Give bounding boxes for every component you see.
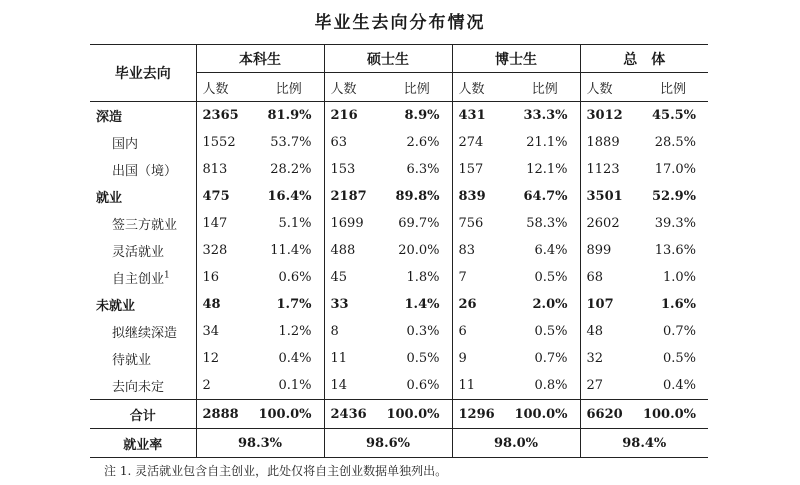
total-count-cell: 2888 <box>196 400 254 429</box>
ratio-cell: 11.4% <box>270 243 312 258</box>
ratio-cell: 8.9% <box>404 108 440 123</box>
count-cell: 1699 <box>324 210 382 237</box>
row-label-text: 未就业 <box>96 299 136 314</box>
total-ratio-cell: 100.0% <box>254 400 324 429</box>
ratio-cell: 69.7% <box>398 216 440 231</box>
ratio-cell: 0.5% <box>406 351 440 366</box>
table-row <box>90 102 708 130</box>
group-header-phd: 博士生 <box>452 45 580 73</box>
ratio-cell: 53.7% <box>270 135 312 150</box>
ratio-cell: 20.0% <box>398 243 440 258</box>
count-cell: 157 <box>452 156 510 183</box>
ratio-cell: 13.6% <box>654 243 696 258</box>
total-label: 合计 <box>90 400 196 429</box>
footnote: 注 1. 灵活就业包含自主创业，此处仅将自主创业数据单独列出。 <box>104 464 448 478</box>
total-count-cell: 2436 <box>324 400 382 429</box>
table-row <box>90 318 708 345</box>
row-label-header: 毕业去向 <box>90 45 196 102</box>
table-row <box>90 129 708 156</box>
graduate-destination-table <box>90 44 708 458</box>
count-cell: 14 <box>324 372 382 400</box>
ratio-cell: 1.4% <box>404 297 440 312</box>
count-cell: 2 <box>196 372 254 400</box>
table-row <box>90 345 708 372</box>
count-cell: 48 <box>196 291 254 318</box>
ratio-cell: 1.7% <box>276 297 312 312</box>
count-cell: 27 <box>580 372 638 400</box>
ratio-cell: 12.1% <box>526 162 568 177</box>
ratio-cell: 6.4% <box>534 243 568 258</box>
header-row-groups <box>90 45 708 73</box>
count-cell: 3012 <box>580 102 638 130</box>
row-label-text: 自主创业 <box>112 272 165 287</box>
ratio-cell: 1.8% <box>406 270 440 285</box>
ratio-cell: 0.5% <box>662 351 696 366</box>
group-header-master: 硕士生 <box>324 45 452 73</box>
total-count-cell: 6620 <box>580 400 638 429</box>
employment-rate-cell: 98.0% <box>452 429 580 458</box>
count-cell: 34 <box>196 318 254 345</box>
row-label <box>90 345 196 372</box>
row-label <box>90 264 196 291</box>
count-cell: 153 <box>324 156 382 183</box>
row-label-text: 签三方就业 <box>112 218 178 233</box>
count-cell: 147 <box>196 210 254 237</box>
row-label <box>90 210 196 237</box>
ratio-cell: 58.3% <box>526 216 568 231</box>
ratio-cell: 0.3% <box>406 324 440 339</box>
table-row <box>90 291 708 318</box>
group-header-overall: 总 体 <box>580 45 708 73</box>
table-row <box>90 183 708 210</box>
count-cell: 328 <box>196 237 254 264</box>
subheader-ratio: 比例 <box>638 73 708 102</box>
row-label-text: 拟继续深造 <box>112 326 178 341</box>
count-cell: 274 <box>452 129 510 156</box>
ratio-cell: 2.0% <box>532 297 568 312</box>
table-title: 毕业生去向分布情况 <box>314 13 486 33</box>
row-label <box>90 291 196 318</box>
count-cell: 12 <box>196 345 254 372</box>
ratio-cell: 0.8% <box>534 378 568 393</box>
ratio-cell: 1.6% <box>661 297 696 312</box>
employment-rate-cell: 98.4% <box>580 429 708 458</box>
count-cell: 2187 <box>324 183 382 210</box>
count-cell: 7 <box>452 264 510 291</box>
ratio-cell: 2.6% <box>406 135 440 150</box>
count-cell: 16 <box>196 264 254 291</box>
ratio-cell: 5.1% <box>278 216 312 231</box>
row-label-text: 就业 <box>96 191 123 206</box>
ratio-cell: 21.1% <box>526 135 568 150</box>
row-label-text: 灵活就业 <box>112 245 165 260</box>
count-cell: 63 <box>324 129 382 156</box>
count-cell: 11 <box>324 345 382 372</box>
count-cell: 488 <box>324 237 382 264</box>
count-cell: 107 <box>580 291 638 318</box>
subheader-ratio: 比例 <box>510 73 580 102</box>
table-row <box>90 210 708 237</box>
count-cell: 1889 <box>580 129 638 156</box>
ratio-cell: 1.2% <box>278 324 312 339</box>
count-cell: 899 <box>580 237 638 264</box>
employment-rate-cell: 98.6% <box>324 429 452 458</box>
count-cell: 813 <box>196 156 254 183</box>
count-cell: 216 <box>324 102 382 130</box>
row-label <box>90 372 196 400</box>
row-label <box>90 129 196 156</box>
ratio-cell: 28.2% <box>270 162 312 177</box>
subheader-count: 人数 <box>452 73 510 102</box>
employment-rate-cell: 98.3% <box>196 429 324 458</box>
table-row <box>90 156 708 183</box>
count-cell: 6 <box>452 318 510 345</box>
ratio-cell: 39.3% <box>654 216 696 231</box>
total-ratio-cell: 100.0% <box>638 400 708 429</box>
count-cell: 839 <box>452 183 510 210</box>
count-cell: 83 <box>452 237 510 264</box>
footnote-marker: 1 <box>164 270 170 281</box>
ratio-cell: 0.7% <box>534 351 568 366</box>
count-cell: 11 <box>452 372 510 400</box>
row-label-text: 待就业 <box>112 353 152 368</box>
row-label <box>90 237 196 264</box>
row-label-text: 出国（境） <box>112 164 178 179</box>
row-label <box>90 156 196 183</box>
count-cell: 2365 <box>196 102 254 130</box>
ratio-cell: 0.4% <box>662 378 696 393</box>
ratio-cell: 89.8% <box>395 189 440 204</box>
subheader-count: 人数 <box>324 73 382 102</box>
ratio-cell: 81.9% <box>267 108 312 123</box>
count-cell: 2602 <box>580 210 638 237</box>
row-label-text: 去向未定 <box>112 380 165 395</box>
subheader-ratio: 比例 <box>382 73 452 102</box>
count-cell: 9 <box>452 345 510 372</box>
count-cell: 68 <box>580 264 638 291</box>
count-cell: 1552 <box>196 129 254 156</box>
ratio-cell: 0.7% <box>662 324 696 339</box>
ratio-cell: 52.9% <box>651 189 696 204</box>
ratio-cell: 0.5% <box>534 324 568 339</box>
ratio-cell: 17.0% <box>654 162 696 177</box>
count-cell: 33 <box>324 291 382 318</box>
count-cell: 8 <box>324 318 382 345</box>
subheader-count: 人数 <box>580 73 638 102</box>
ratio-cell: 64.7% <box>523 189 568 204</box>
ratio-cell: 0.4% <box>278 351 312 366</box>
ratio-cell: 28.5% <box>654 135 696 150</box>
row-label <box>90 102 196 130</box>
count-cell: 431 <box>452 102 510 130</box>
count-cell: 48 <box>580 318 638 345</box>
row-label-text: 深造 <box>96 110 123 125</box>
total-ratio-cell: 100.0% <box>510 400 580 429</box>
count-cell: 475 <box>196 183 254 210</box>
subheader-count: 人数 <box>196 73 254 102</box>
count-cell: 32 <box>580 345 638 372</box>
ratio-cell: 0.6% <box>278 270 312 285</box>
count-cell: 1123 <box>580 156 638 183</box>
total-count-cell: 1296 <box>452 400 510 429</box>
table-row <box>90 372 708 400</box>
employment-rate-label: 就业率 <box>90 429 196 458</box>
ratio-cell: 0.1% <box>278 378 312 393</box>
table-row <box>90 264 708 291</box>
group-header-undergrad: 本科生 <box>196 45 324 73</box>
ratio-cell: 33.3% <box>523 108 568 123</box>
row-label <box>90 183 196 210</box>
table-row <box>90 237 708 264</box>
ratio-cell: 16.4% <box>267 189 312 204</box>
row-label <box>90 318 196 345</box>
ratio-cell: 45.5% <box>651 108 696 123</box>
ratio-cell: 0.6% <box>406 378 440 393</box>
count-cell: 26 <box>452 291 510 318</box>
ratio-cell: 1.0% <box>662 270 696 285</box>
count-cell: 756 <box>452 210 510 237</box>
employment-rate-row <box>90 429 708 458</box>
total-row <box>90 400 708 429</box>
ratio-cell: 6.3% <box>406 162 440 177</box>
count-cell: 45 <box>324 264 382 291</box>
count-cell: 3501 <box>580 183 638 210</box>
subheader-ratio: 比例 <box>254 73 324 102</box>
ratio-cell: 0.5% <box>534 270 568 285</box>
row-label-text: 国内 <box>112 137 139 152</box>
total-ratio-cell: 100.0% <box>382 400 452 429</box>
